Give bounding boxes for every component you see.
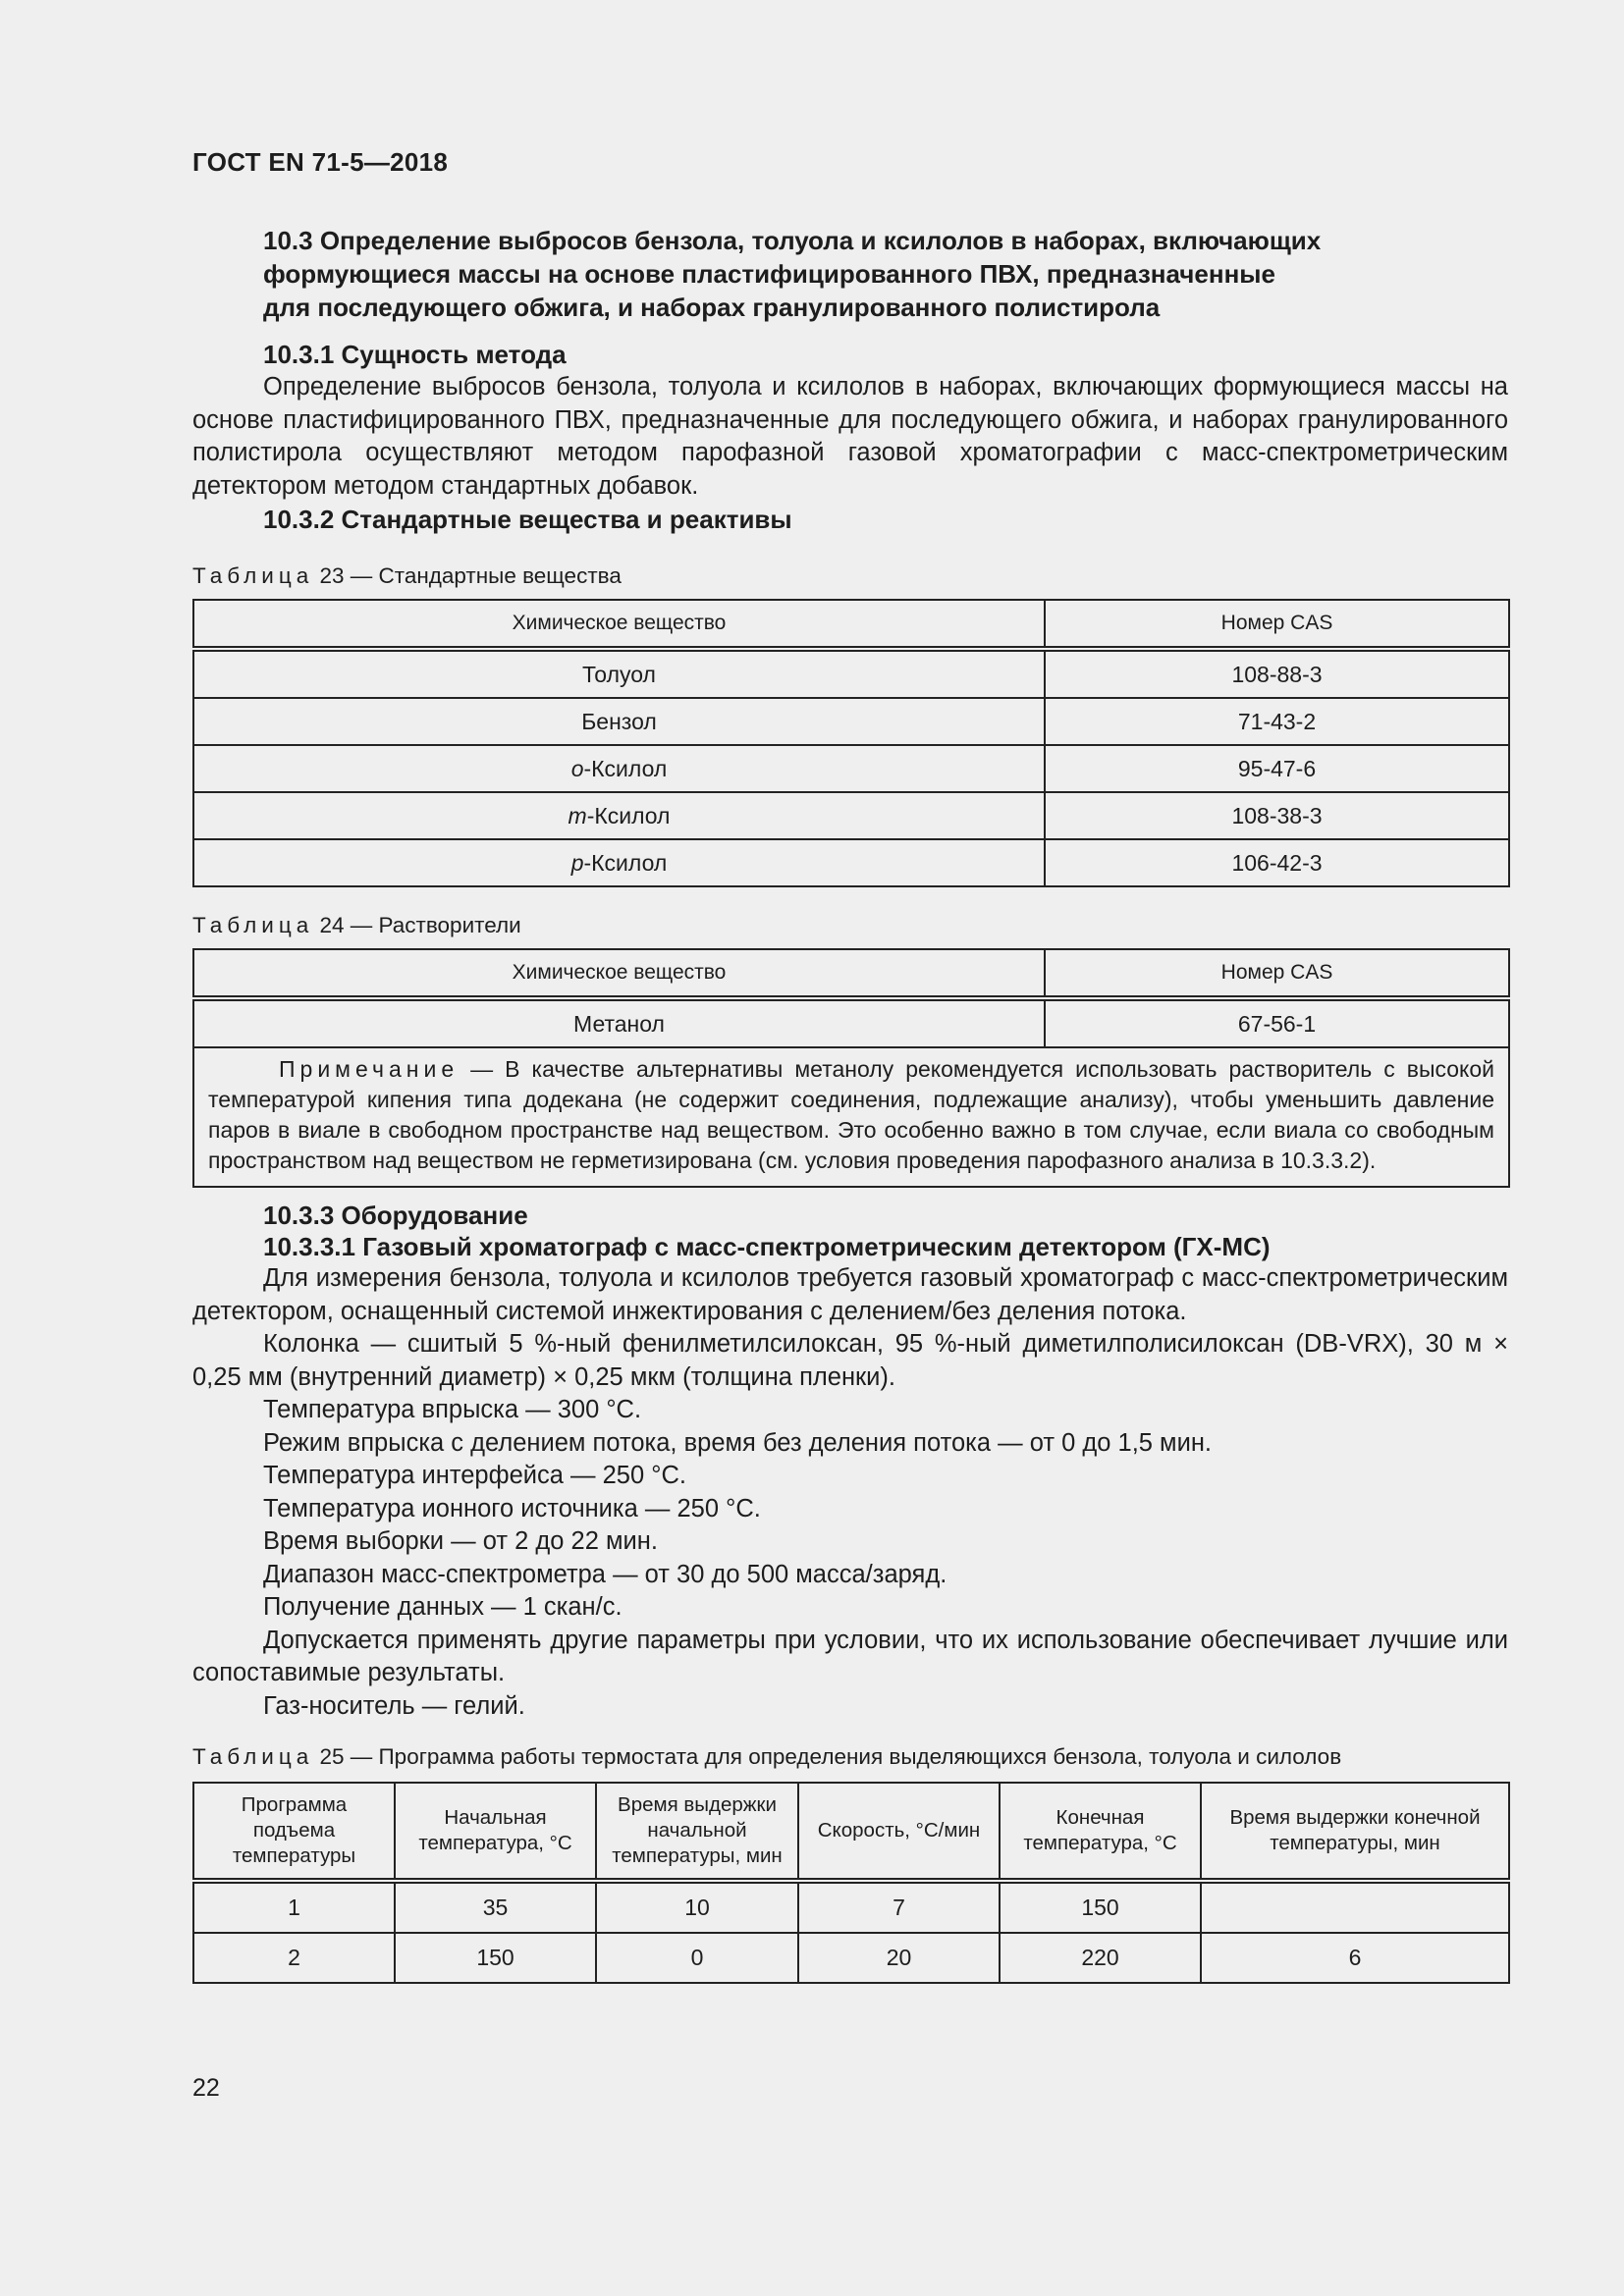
parameter-line: Температура ионного источника — 250 °С. bbox=[263, 1494, 761, 1522]
table-25 bbox=[192, 1782, 1510, 1984]
parameter-line: Температура впрыска — 300 °С. bbox=[263, 1396, 642, 1423]
section-10-3-title-line: формующиеся массы на основе пластифицированного ПВХ, предназначенные bbox=[263, 259, 1275, 289]
substance-cell: o-Ксилол bbox=[193, 745, 1045, 792]
cas-cell: 71-43-2 bbox=[1045, 698, 1509, 745]
column-header-initial-hold: Время выдержки начальной температуры, мин bbox=[596, 1783, 798, 1881]
table-row bbox=[193, 839, 1509, 886]
cas-cell: 106-42-3 bbox=[1045, 839, 1509, 886]
table-23-caption-text: 23 — Стандартные вещества bbox=[313, 563, 622, 588]
section-10-3-2-title: 10.3.2 Стандартные вещества и реактивы bbox=[263, 505, 792, 534]
page-number: 22 bbox=[192, 2074, 220, 2102]
final-hold-cell: 6 bbox=[1201, 1933, 1509, 1983]
parameter-line: Диапазон масс-спектрометра — от 30 до 500 масса/заряд. bbox=[263, 1560, 947, 1588]
initial-temp-cell: 35 bbox=[395, 1881, 596, 1933]
section-10-3-title-line: для последующего обжига, и наборах гранулированного полистирола bbox=[263, 293, 1161, 322]
page-body bbox=[192, 224, 1508, 1984]
note-label: Примечание bbox=[279, 1056, 460, 1082]
column-header-cas: Номер CAS bbox=[1045, 949, 1509, 998]
table-header-row bbox=[193, 1783, 1509, 1881]
gc-ms-paragraph: Для измерения бензола, толуола и ксилолов требуется газовый хроматограф с масс-спектрометрическим детектором, оснащенный системой инжектирования с делением/без деления потока. bbox=[192, 1264, 1508, 1325]
final-temp-cell: 220 bbox=[1000, 1933, 1201, 1983]
section-10-3-title-line: 10.3 Определение выбросов бензола, толуола и ксилолов в наборах, включающих bbox=[263, 226, 1322, 255]
parameter-line: Получение данных — 1 скан/с. bbox=[263, 1593, 623, 1621]
table-23 bbox=[192, 599, 1510, 887]
parameter-line: Температура интерфейса — 250 °С. bbox=[263, 1462, 686, 1489]
table-23-caption-word: Таблица bbox=[192, 563, 314, 588]
table-24 bbox=[192, 948, 1510, 1188]
column-header-final-hold: Время выдержки конечной температуры, мин bbox=[1201, 1783, 1509, 1881]
table-header-row bbox=[193, 949, 1509, 998]
cas-cell: 67-56-1 bbox=[1045, 998, 1509, 1047]
substance-cell: Метанол bbox=[193, 998, 1045, 1047]
cas-cell: 95-47-6 bbox=[1045, 745, 1509, 792]
final-temp-cell: 150 bbox=[1000, 1881, 1201, 1933]
table-25-caption-word: Таблица bbox=[192, 1744, 314, 1769]
column-paragraph: Колонка — сшитый 5 %-ный фенилметилсилоксан, 95 %-ный диметилполисилоксан (DB-VRX), 30 м × 0,25 мм (внутренний диаметр) × 0,25 мкм (толщина пленки). bbox=[192, 1330, 1508, 1391]
alternative-parameters-paragraph: Допускается применять другие параметры при условии, что их использование обеспечивает лучшие или сопоставимые результаты. bbox=[192, 1626, 1508, 1686]
rate-cell: 7 bbox=[798, 1881, 1000, 1933]
program-cell: 2 bbox=[193, 1933, 395, 1983]
table-row bbox=[193, 1881, 1509, 1933]
column-header-substance: Химическое вещество bbox=[193, 600, 1045, 649]
table-24-caption-text: 24 — Растворители bbox=[313, 913, 521, 937]
section-10-3-title bbox=[263, 224, 1508, 324]
initial-hold-cell: 10 bbox=[596, 1881, 798, 1933]
program-cell: 1 bbox=[193, 1881, 395, 1933]
table-24-caption-word: Таблица bbox=[192, 913, 314, 937]
initial-hold-cell: 0 bbox=[596, 1933, 798, 1983]
table-row bbox=[193, 649, 1509, 698]
section-10-3-3-title: 10.3.3 Оборудование bbox=[263, 1201, 528, 1230]
parameter-line: Время выборки — от 2 до 22 мин. bbox=[263, 1527, 658, 1555]
section-10-3-1-text: Определение выбросов бензола, толуола и ксилолов в наборах, включающих формующиеся массы на основе пластифицированного ПВХ, предназначенные для последующего обжига, и наборах гранулированного полистирола осуществляют методом парофазной газовой хроматографии с масс-спектрометрическим детектором методом стандартных добавок. bbox=[192, 373, 1508, 500]
column-header-final-temp: Конечная температура, °С bbox=[1000, 1783, 1201, 1881]
parameter-line: Режим впрыска с делением потока, время без деления потока — от 0 до 1,5 мин. bbox=[263, 1428, 1212, 1457]
section-10-3-1-title: 10.3.1 Сущность метода bbox=[263, 340, 567, 369]
table-row bbox=[193, 998, 1509, 1047]
substance-cell: Бензол bbox=[193, 698, 1045, 745]
table-note bbox=[193, 1047, 1509, 1187]
cas-cell: 108-88-3 bbox=[1045, 649, 1509, 698]
substance-cell: Толуол bbox=[193, 649, 1045, 698]
initial-temp-cell: 150 bbox=[395, 1933, 596, 1983]
table-row bbox=[193, 792, 1509, 839]
table-25-caption-text: 25 — Программа работы термостата для определения выделяющихся бензола, толуола и силолов bbox=[313, 1744, 1342, 1769]
rate-cell: 20 bbox=[798, 1933, 1000, 1983]
substance-cell: m-Ксилол bbox=[193, 792, 1045, 839]
column-header-cas: Номер CAS bbox=[1045, 600, 1509, 649]
table-note-row bbox=[193, 1047, 1509, 1187]
note-text: — В качестве альтернативы метанолу рекомендуется использовать растворитель с высокой температурой кипения типа додекана (не содержит соединения, подлежащие анализу), чтобы уменьшить давление паров в виале в свободном пространстве над веществом. Это особенно важно в том случае, если виала со свободным пространством над веществом не герметизирована (см. условия проведения парофазного анализа в 10.3.3.2). bbox=[208, 1056, 1494, 1173]
column-header-substance: Химическое вещество bbox=[193, 949, 1045, 998]
table-row bbox=[193, 698, 1509, 745]
section-10-3-3-1-title: 10.3.3.1 Газовый хроматограф с масс-спектрометрическим детектором (ГХ-МС) bbox=[263, 1232, 1271, 1261]
table-row bbox=[193, 745, 1509, 792]
table-23-caption bbox=[192, 561, 1508, 591]
table-25-caption bbox=[192, 1742, 1508, 1772]
table-header-row bbox=[193, 600, 1509, 649]
document-code: ГОСТ EN 71-5—2018 bbox=[192, 147, 449, 177]
final-hold-cell bbox=[1201, 1881, 1509, 1933]
carrier-gas-line: Газ-носитель — гелий. bbox=[263, 1691, 525, 1720]
column-header-rate: Скорость, °С/мин bbox=[798, 1783, 1000, 1881]
substance-cell: p-Ксилол bbox=[193, 839, 1045, 886]
cas-cell: 108-38-3 bbox=[1045, 792, 1509, 839]
table-24-caption bbox=[192, 911, 1508, 940]
table-row bbox=[193, 1933, 1509, 1983]
column-header-program: Программа подъема температуры bbox=[193, 1783, 395, 1881]
column-header-initial-temp: Начальная температура, °С bbox=[395, 1783, 596, 1881]
